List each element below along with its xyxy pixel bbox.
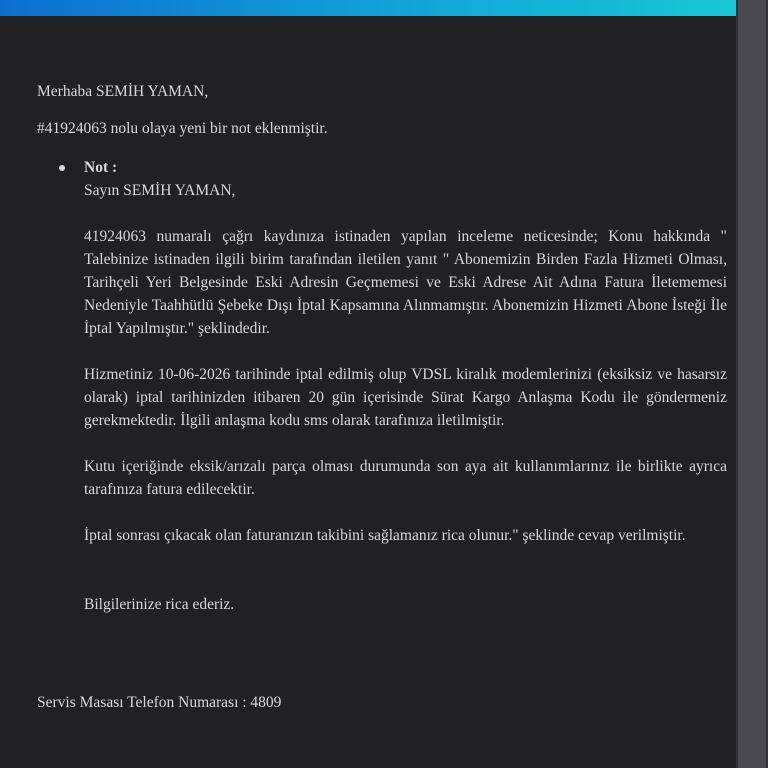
greeting-text: Merhaba SEMİH YAMAN, bbox=[37, 83, 209, 100]
intro-text: #41924063 nolu olaya yeni bir not eklenmiştir. bbox=[37, 120, 328, 137]
email-body bbox=[37, 80, 727, 714]
note-paragraph: İptal sonrası çıkacak olan faturanızın takibini sağlamanız rica olunur." şeklinde cevap verilmiştir. bbox=[84, 527, 686, 544]
scrollbar-thumb[interactable] bbox=[738, 0, 766, 768]
note-label: Not : bbox=[84, 159, 118, 176]
note-paragraph: Hizmetiniz 10-06-2026 tarihinde iptal edilmiş olup VDSL kiralık modemlerinizi (eksiksiz ve hasarsız olarak) iptal tarihinizden itibaren 20 gün içerisinde Sürat Kargo Anlaşma Kodu ile göndermeniz gerekmektedir. İlgili anlaşma kodu sms olarak tarafınıza iletilmiştir. bbox=[84, 366, 727, 429]
header-banner bbox=[0, 0, 736, 16]
note-closing: Bilgilerinize rica ederiz. bbox=[84, 596, 235, 613]
bullet-icon bbox=[59, 165, 65, 171]
note-paragraph: 41924063 numaralı çağrı kaydınıza istinaden yapılan inceleme neticesinde; Konu hakkında " Talebinize istinaden ilgili birim tarafından iletilen yanıt " Abonemizin Birden Fazla Hizmeti Olması, Tarihçeli Yeri Belgesinde Eski Adresin Geçmemesi ve Eski Adrese Ait Adına Fatura İletememesi Nedeniyle Taahhütlü Şebeke Dışı İptal Kapsamına Alınmamıştır. Abonemizin Hizmeti Abone İsteği İle İptal Yapılmıştır." şeklindedir. bbox=[84, 228, 727, 337]
note-paragraph: Kutu içeriğinde eksik/arızalı parça olması durumunda son aya ait kullanımlarınız ile birlikte ayrıca tarafınıza fatura edilecektir. bbox=[84, 458, 727, 498]
note-salutation: Sayın SEMİH YAMAN, bbox=[84, 182, 236, 199]
note-list-item bbox=[37, 156, 727, 616]
service-desk-phone: Servis Masası Telefon Numarası : 4809 bbox=[37, 694, 282, 711]
